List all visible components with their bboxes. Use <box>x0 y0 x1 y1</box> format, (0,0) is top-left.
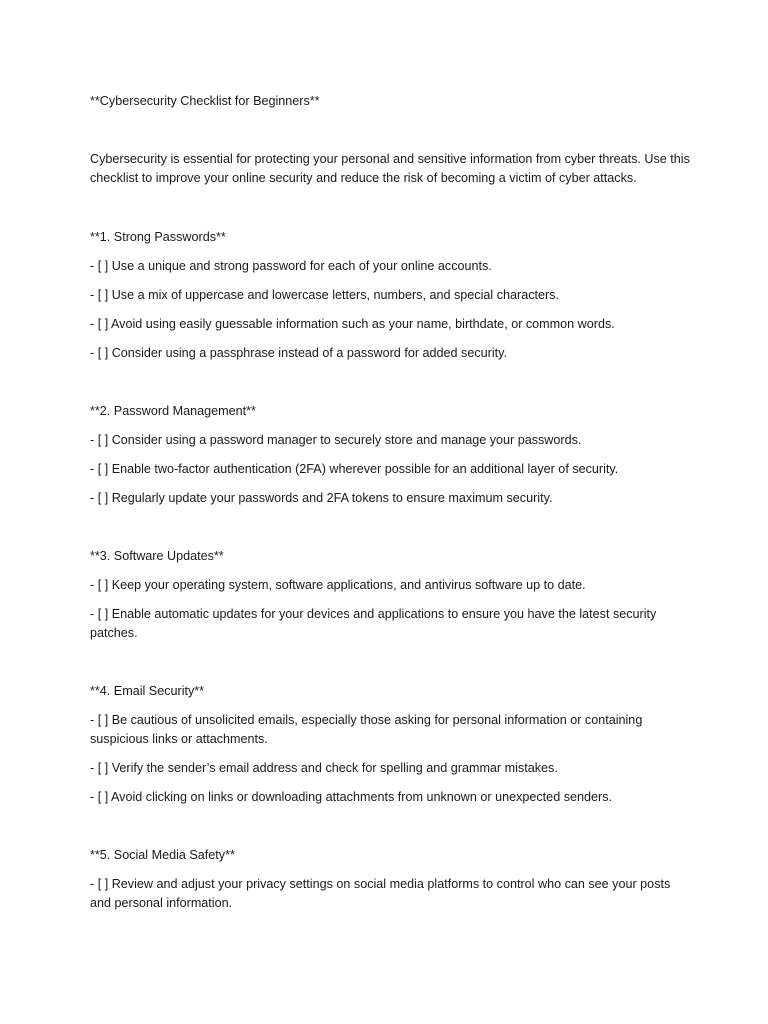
checklist-item: - [ ] Enable automatic updates for your devices and applications to ensure you have the latest security patches. <box>90 607 657 640</box>
intro-paragraph: Cybersecurity is essential for protecting your personal and sensitive information from cyber threats. Use this checklist to improve your online security and reduce the risk of becoming a victim of cyber attacks. <box>90 152 690 185</box>
checklist-item: - [ ] Avoid using easily guessable information such as your name, birthdate, or common words. <box>90 317 615 331</box>
section-heading-password-management: **2. Password Management** <box>90 404 256 418</box>
checklist-item: - [ ] Verify the sender’s email address and check for spelling and grammar mistakes. <box>90 761 558 775</box>
checklist-item: - [ ] Keep your operating system, software applications, and antivirus software up to date. <box>90 578 586 592</box>
section-heading-software-updates: **3. Software Updates** <box>90 549 224 563</box>
checklist-item: - [ ] Be cautious of unsolicited emails, especially those asking for personal information or containing suspicious links or attachments. <box>90 713 643 746</box>
checklist-item: - [ ] Regularly update your passwords and 2FA tokens to ensure maximum security. <box>90 491 553 505</box>
checklist-item: - [ ] Consider using a passphrase instead of a password for added security. <box>90 346 507 360</box>
checklist-item: - [ ] Enable two-factor authentication (2FA) wherever possible for an additional layer of security. <box>90 462 619 476</box>
checklist-item: - [ ] Use a unique and strong password for each of your online accounts. <box>90 259 492 273</box>
checklist-item: - [ ] Consider using a password manager to securely store and manage your passwords. <box>90 433 582 447</box>
section-heading-strong-passwords: **1. Strong Passwords** <box>90 230 226 244</box>
checklist-item: - [ ] Review and adjust your privacy settings on social media platforms to control who can see your posts and personal information. <box>90 877 671 910</box>
checklist-item: - [ ] Use a mix of uppercase and lowercase letters, numbers, and special characters. <box>90 288 559 302</box>
checklist-item: - [ ] Avoid clicking on links or downloading attachments from unknown or unexpected senders. <box>90 790 612 804</box>
section-heading-email-security: **4. Email Security** <box>90 684 205 698</box>
section-heading-social-media-safety: **5. Social Media Safety** <box>90 848 235 862</box>
document-title: **Cybersecurity Checklist for Beginners** <box>90 94 320 108</box>
